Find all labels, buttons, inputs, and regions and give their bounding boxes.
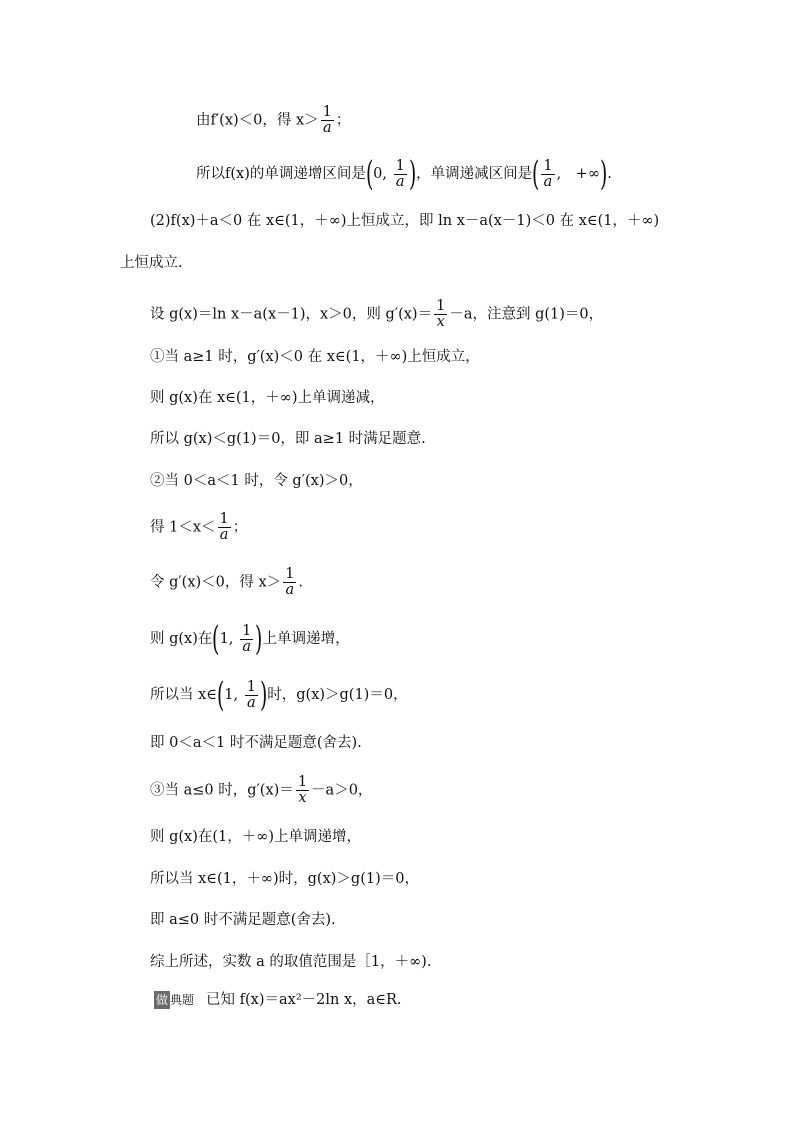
text: , +∞ [556, 166, 600, 182]
paren: ) [408, 154, 417, 194]
paren: ( [532, 154, 540, 194]
fraction [434, 299, 447, 330]
line-12 [150, 619, 350, 659]
denominator: a [395, 173, 405, 190]
paren: ) [255, 619, 263, 659]
denominator: a [247, 694, 256, 711]
numerator: 1 [285, 566, 295, 582]
numerator: 1 [219, 511, 229, 527]
numerator: 1 [242, 622, 252, 639]
text: ，单调递减区间是 [416, 166, 533, 182]
text: 由f′(x)＜0，得 x＞ [196, 112, 319, 129]
line-2 [196, 154, 612, 194]
line-11 [150, 567, 303, 598]
line-10 [150, 512, 247, 543]
fraction [541, 159, 554, 190]
example-tag: 做 [156, 993, 169, 1007]
line-16: 则 g(x)在(1，＋∞)上单调递增， [150, 829, 361, 845]
paren: ) [259, 675, 268, 715]
text: ③当 a≤0 时，g′(x)＝ [150, 782, 294, 799]
problem-statement: 已知 f(x)＝ax²－2ln x，a∈R. [206, 992, 402, 1008]
fraction [394, 159, 407, 190]
line-1 [196, 105, 350, 136]
text: 上单调递增， [262, 631, 350, 647]
numerator: 1 [395, 157, 405, 174]
text: 得 1＜x＜ [150, 519, 216, 536]
fraction [296, 775, 309, 806]
line-4: 上恒成立. [120, 255, 183, 271]
text: . [607, 166, 612, 182]
text: 时，g(x)＞g(1)＝0， [267, 687, 408, 703]
line-7: 则 g(x)在 x∈(1，＋∞)上单调递减， [150, 390, 385, 406]
denominator: a [322, 120, 332, 136]
line-19: 综上所述，实数 a 的取值范围是［1，＋∞). [150, 954, 432, 970]
text: 0, [373, 166, 387, 182]
paren: ( [212, 619, 220, 659]
denominator: a [242, 638, 252, 655]
paren: ) [599, 154, 608, 194]
line-13 [150, 675, 408, 715]
text: ； [232, 519, 248, 536]
text: 设 g(x)＝ln x－a(x－1)，x＞0，则 g′(x)＝ [150, 306, 433, 323]
numerator: 1 [297, 774, 308, 790]
fraction [321, 105, 334, 136]
numerator: 1 [543, 157, 553, 174]
text: 所以f(x)的单调递增区间是 [196, 166, 366, 182]
numerator: 1 [322, 104, 332, 120]
denominator: x [436, 314, 445, 330]
line-6: ①当 a≥1 时，g′(x)＜0 在 x∈(1，＋∞)上恒成立， [150, 349, 480, 365]
denominator: x [298, 790, 307, 806]
line-3: (2)f(x)＋a＜0 在 x∈(1，＋∞)上恒成立，即 ln x－a(x－1)＜0 在 x∈(1，＋∞) [150, 213, 660, 229]
fraction [218, 512, 231, 543]
line-14: 即 0＜a＜1 时不满足题意(舍去). [150, 735, 362, 751]
text: 令 g′(x)＜0，得 x＞ [150, 574, 282, 591]
fraction [283, 567, 296, 598]
line-20 [154, 990, 402, 1010]
text: －a＞0， [311, 782, 373, 799]
fraction [245, 680, 258, 711]
example-tag-label: 典题 [170, 993, 195, 1007]
line-17: 所以当 x∈(1，＋∞)时，g(x)＞g(1)＝0， [150, 871, 419, 887]
text: 则 g(x)在 [150, 631, 213, 647]
denominator: a [543, 173, 553, 190]
text: . [298, 574, 304, 591]
numerator: 1 [436, 298, 446, 314]
text: ； [335, 112, 351, 129]
paren: ( [217, 675, 225, 715]
line-9: ②当 0＜a＜1 时，令 g′(x)＞0， [150, 473, 363, 489]
denominator: a [219, 527, 229, 543]
line-15 [150, 775, 372, 806]
text: 1, [219, 631, 234, 647]
line-5 [150, 299, 603, 330]
text: 所以当 x∈ [150, 687, 218, 703]
text: －a，注意到 g(1)＝0， [449, 306, 604, 323]
line-18: 即 a≤0 时不满足题意(舍去). [150, 912, 336, 928]
line-8: 所以 g(x)＜g(1)＝0，即 a≥1 时满足题意. [150, 431, 426, 447]
fraction [240, 624, 253, 655]
denominator: a [285, 582, 295, 598]
text: 1, [224, 687, 239, 703]
numerator: 1 [246, 678, 256, 695]
paren: ( [365, 154, 374, 194]
